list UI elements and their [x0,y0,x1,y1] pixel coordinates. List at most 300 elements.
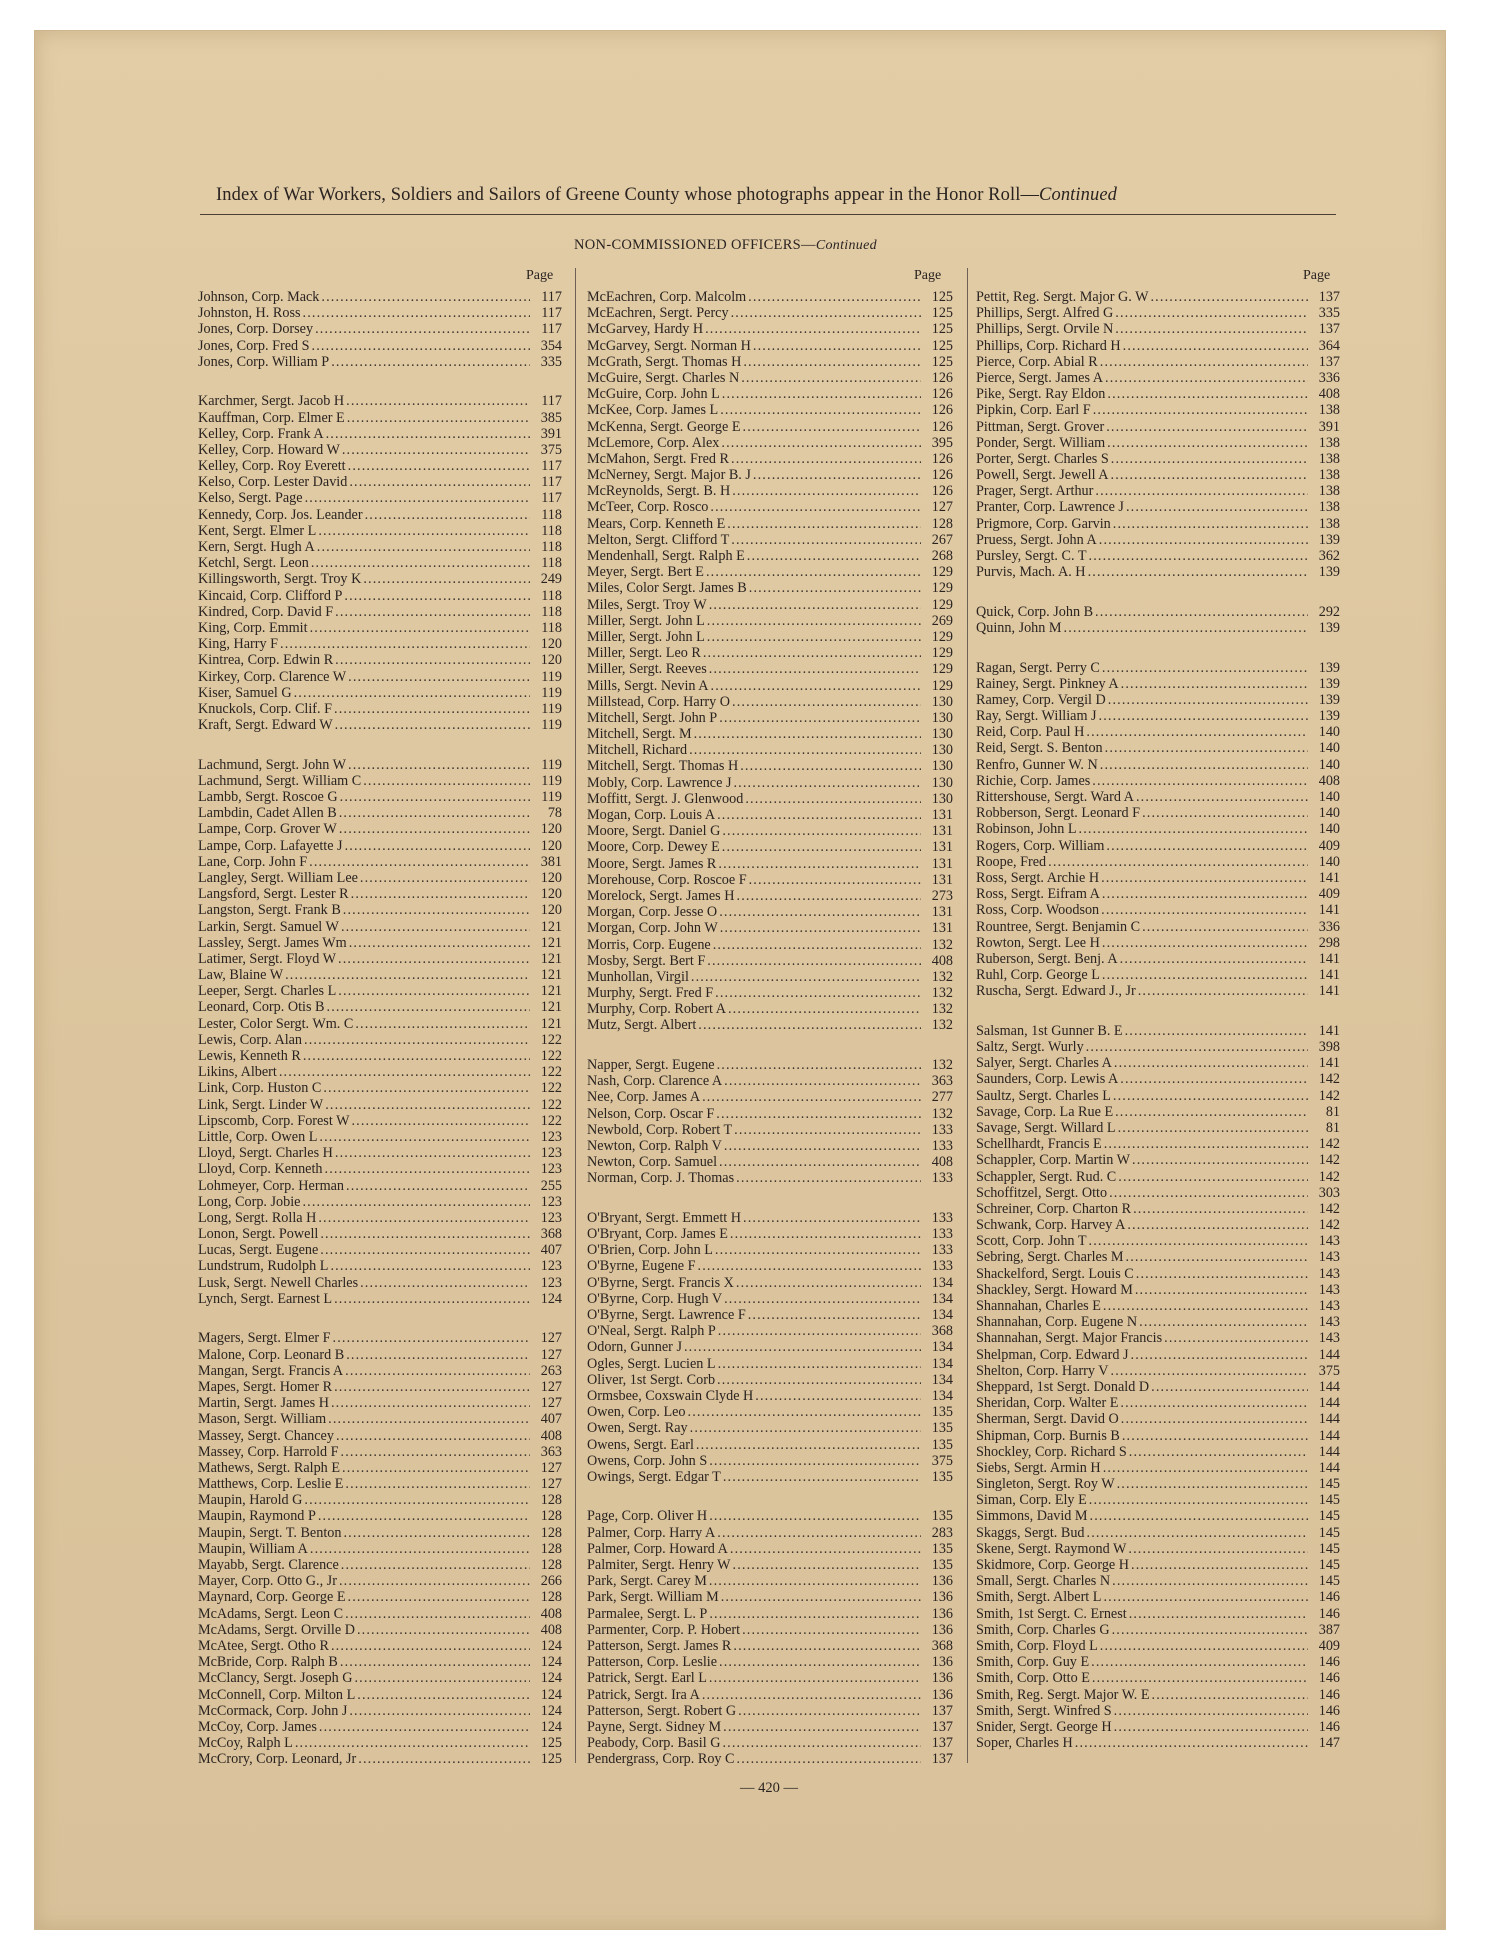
entry-page: 127 [540,1346,562,1363]
index-entry [587,1751,953,1767]
entry-page: 135 [931,1468,953,1485]
leader-dots [335,652,530,668]
entry-page: 121 [540,918,562,935]
leader-dots [1087,1525,1308,1541]
entry-name: McCoy, Ralph L [198,1735,293,1752]
entry-page: 142 [1318,1071,1340,1088]
index-entry [976,1088,1340,1104]
leader-dots [344,588,530,604]
entry-name: Morgan, Corp. John W [587,920,718,937]
index-entry [198,1492,562,1508]
entry-page: 408 [1318,772,1340,789]
entry-page: 263 [540,1362,562,1379]
index-entry [587,1703,953,1719]
index-entry [587,1001,953,1017]
index-entry [587,742,953,758]
index-entry [198,354,562,370]
entry-page: 138 [1318,450,1340,467]
index-entry [587,969,953,985]
leader-dots [737,888,922,904]
index-entry [587,1638,953,1654]
index-entry [587,1258,953,1274]
leader-dots [351,886,530,902]
index-entry [587,338,953,354]
leader-dots [349,935,530,951]
leader-dots [753,338,921,354]
entry-name: McCoy, Corp. James [198,1718,317,1735]
entry-name: Renfro, Gunner W. N [976,756,1098,773]
entry-page: 143 [1318,1281,1340,1298]
entry-name: Snider, Sergt. George H [976,1718,1112,1735]
entry-page: 130 [931,790,953,807]
leader-dots [341,919,530,935]
leader-dots [305,490,530,506]
leader-dots [709,661,921,677]
leader-dots [709,597,921,613]
entry-name: Mogan, Corp. Louis A [587,807,716,823]
entry-name: Schwank, Corp. Harvey A [976,1217,1126,1234]
index-entry [198,1113,562,1129]
leader-dots [710,499,921,515]
entry-name: Owings, Sergt. Edgar T [587,1468,721,1485]
index-entry [976,1654,1340,1670]
entry-page: 119 [541,684,562,701]
entry-name: Small, Sergt. Charles N [976,1573,1111,1590]
entry-page: 336 [1318,918,1340,935]
entry-name: Savage, Corp. La Rue E [976,1103,1114,1120]
leader-dots [1086,1039,1308,1055]
leader-dots [721,1589,921,1605]
leader-dots [732,483,921,499]
entry-page: 131 [931,871,953,888]
entry-page: 139 [1318,708,1340,725]
entry-page: 118 [541,506,562,523]
entry-name: Lane, Corp. John F [198,853,308,870]
index-entry [198,717,562,733]
entry-page: 123 [540,1145,562,1162]
index-entry [976,919,1340,935]
entry-page: 120 [540,821,562,838]
leader-dots [715,1242,921,1258]
index-entry [587,321,953,337]
index-entry [198,393,562,409]
entry-page: 129 [931,628,953,645]
index-entry [587,1453,953,1469]
entry-page: 131 [931,855,953,872]
entry-page: 303 [1318,1184,1340,1201]
entry-page: 137 [931,1718,953,1735]
entry-page: 133 [931,1170,953,1187]
entry-page: 121 [540,950,562,967]
entry-name: Mangan, Sergt. Francis A [198,1362,344,1379]
index-entry [976,1735,1340,1751]
entry-name: Latimer, Sergt. Floyd W [198,950,337,967]
entry-name: Magers, Sergt. Elmer F [198,1330,331,1347]
leader-dots [720,402,921,418]
index-entry [587,888,953,904]
entry-page: 147 [1318,1735,1340,1752]
entry-name: King, Harry F [198,636,278,653]
index-entry [198,1573,562,1589]
leader-dots [698,1258,921,1274]
index-entry [198,902,562,918]
leader-dots [1112,1573,1308,1589]
leader-dots [722,1735,921,1751]
leader-dots [346,1178,530,1194]
index-entry [587,516,953,532]
index-entry [198,1687,562,1703]
entry-page: 117 [541,393,562,410]
index-entry [198,1589,562,1605]
entry-name: McGarvey, Hardy H [587,321,704,338]
index-entry [198,838,562,854]
leader-dots [310,620,530,636]
entry-page: 131 [931,823,953,840]
entry-page: 129 [931,580,953,597]
entry-page: 137 [1318,353,1340,370]
index-entry [976,660,1340,676]
entry-name: Mayabb, Sergt. Clarence [198,1557,339,1574]
entry-name: McLemore, Corp. Alex [587,434,720,451]
leader-dots [733,1638,921,1654]
entry-name: Roope, Fred [976,853,1047,870]
entry-page: 117 [541,490,562,507]
index-entry [976,305,1340,321]
entry-page: 136 [931,1589,953,1606]
leader-dots [348,757,530,773]
leader-dots [347,410,530,426]
entry-name: McGuire, Corp. John L [587,386,720,403]
entry-name: Rainey, Sergt. Pinkney A [976,675,1119,692]
leader-dots [1100,757,1308,773]
leader-dots [747,548,921,564]
index-column-1 [198,289,562,1767]
index-entry [976,1104,1340,1120]
entry-page: 130 [931,709,953,726]
index-entry [976,1622,1340,1638]
leader-dots [351,1113,530,1129]
entry-page: 132 [931,985,953,1002]
entry-name: Long, Sergt. Rolla H [198,1209,317,1226]
entry-page: 368 [931,1323,953,1340]
entry-page: 132 [931,1057,953,1074]
entry-page: 142 [1318,1087,1340,1104]
entry-page: 141 [1318,1055,1340,1072]
index-entry [198,571,562,587]
entry-page: 125 [931,321,953,338]
entry-name: Ponder, Sergt. William [976,434,1106,451]
entry-page: 362 [1318,548,1340,564]
entry-name: Millstead, Corp. Harry O [587,693,731,710]
leader-dots [341,1444,530,1460]
entry-name: Little, Corp. Owen L [198,1128,318,1145]
index-entry [198,1751,562,1767]
entry-page: 138 [1318,499,1340,516]
leader-dots [741,370,921,386]
index-entry [587,1339,953,1355]
entry-name: Lester, Color Sergt. Wm. C [198,1015,354,1032]
entry-page: 283 [931,1524,953,1541]
leader-dots [1103,1589,1308,1605]
leader-dots [717,807,921,823]
entry-name: Link, Corp. Huston C [198,1080,322,1097]
entry-page: 136 [931,1621,953,1638]
entry-name: Purvis, Mach. A. H [976,564,1086,581]
index-entry [587,1654,953,1670]
index-entry [587,1541,953,1557]
entry-name: Skene, Sergt. Raymond W [976,1540,1127,1557]
index-entry [198,1242,562,1258]
entry-page: 144 [1318,1378,1340,1395]
index-entry [198,1161,562,1177]
index-entry [976,1573,1340,1589]
entry-page: 81 [1325,1103,1340,1120]
index-entry [976,604,1340,620]
leader-dots [1118,1169,1308,1185]
leader-dots [304,1492,530,1508]
leader-dots [325,1097,530,1113]
entry-page: 120 [540,869,562,886]
index-entry [976,1330,1340,1346]
entry-name: Phillips, Sergt. Orvile N [976,321,1114,338]
entry-name: Mobly, Corp. Lawrence J [587,774,732,791]
leader-dots [1104,1136,1308,1152]
index-entry [198,426,562,442]
entry-name: Smith, Corp. Charles G [976,1621,1110,1638]
index-entry [198,685,562,701]
entry-page: 408 [540,1621,562,1638]
entry-page: 122 [540,1080,562,1097]
entry-name: O'Bryant, Corp. James E [587,1226,728,1243]
entry-page: 134 [931,1371,953,1388]
leader-dots [1122,1428,1308,1444]
index-entry [198,1411,562,1427]
index-entry [976,1395,1340,1411]
entry-page: 145 [1318,1508,1340,1525]
entry-name: Knuckols, Corp. Clif. F [198,700,332,717]
index-entry [198,1080,562,1096]
index-entry [198,1275,562,1291]
column-divider-1 [575,268,576,1763]
index-entry [198,919,562,935]
entry-name: O'Neal, Sergt. Ralph P [587,1323,716,1340]
leader-dots [713,937,921,953]
leader-dots [1103,1298,1308,1314]
entry-page: 140 [1318,789,1340,806]
entry-name: McNerney, Sergt. Major B. J [587,467,751,484]
entry-name: Payne, Sergt. Sidney M [587,1718,722,1735]
leader-dots [694,726,921,742]
leader-dots [331,354,530,370]
index-entry [976,338,1340,354]
page-title-text: Index of War Workers, Soldiers and Sailors of Greene County whose photographs appear in the Honor Roll— [216,185,1040,205]
entry-page: 131 [931,920,953,937]
entry-name: Lambb, Sergt. Roscoe G [198,789,338,806]
index-entry [976,1039,1340,1055]
entry-name: Morehouse, Corp. Roscoe F [587,871,747,888]
index-entry [198,1016,562,1032]
index-entry [198,1258,562,1274]
index-entry [198,1330,562,1346]
entry-page: 129 [931,564,953,581]
index-entry [976,692,1340,708]
entry-page: 134 [931,1355,953,1372]
entry-page: 143 [1318,1233,1340,1250]
entry-name: McGrath, Sergt. Thomas H [587,353,742,370]
entry-page: 125 [540,1751,562,1768]
entry-name: Kelley, Corp. Howard W [198,441,340,458]
index-entry [198,636,562,652]
index-entry [587,1469,953,1485]
entry-name: Patterson, Sergt. James R [587,1637,732,1654]
entry-page: 140 [1318,756,1340,773]
entry-name: O'Bryant, Sergt. Emmett H [587,1209,742,1226]
index-entry [976,467,1340,483]
index-entry [587,548,953,564]
leader-dots [706,564,921,580]
leader-dots [334,1379,530,1395]
entry-page: 387 [1318,1621,1340,1638]
leader-dots [1115,305,1308,321]
entry-page: 135 [931,1557,953,1574]
entry-page: 364 [1318,337,1340,354]
index-entry [587,694,953,710]
entry-name: Likins, Albert [198,1064,277,1081]
entry-page: 375 [540,441,562,458]
entry-name: Kintrea, Corp. Edwin R [198,652,334,669]
entry-page: 138 [1318,483,1340,500]
entry-page: 407 [540,1242,562,1259]
leader-dots [731,532,921,548]
index-entry [198,1226,562,1242]
index-entry [198,669,562,685]
leader-dots [285,967,530,983]
entry-name: Salsman, 1st Gunner B. E [976,1022,1123,1039]
entry-page: 143 [1318,1298,1340,1315]
leader-dots [1115,321,1308,337]
leader-dots [707,953,921,969]
entry-page: 121 [540,934,562,951]
entry-page: 128 [540,1524,562,1541]
entry-page: 128 [540,1557,562,1574]
entry-page: 336 [1318,369,1340,386]
index-entry [587,1687,953,1703]
entry-page: 143 [1318,1265,1340,1282]
leader-dots [1075,1735,1308,1751]
entry-name: Langley, Sergt. William Lee [198,869,358,886]
entry-name: Ross, Sergt. Eifram A [976,886,1100,903]
entry-name: McTeer, Corp. Rosco [587,499,709,516]
index-entry [198,870,562,886]
entry-name: Owens, Sergt. Earl [587,1436,694,1453]
entry-name: McGarvey, Sergt. Norman H [587,337,751,354]
entry-page: 129 [931,596,953,613]
entry-page: 119 [541,668,562,685]
index-entry [198,1606,562,1622]
index-entry [198,1670,562,1686]
entry-name: Smith, Sergt. Albert L [976,1589,1102,1606]
entry-name: Peabody, Corp. Basil G [587,1735,721,1752]
leader-dots [1152,1687,1308,1703]
entry-name: Moore, Sergt. James R [587,855,717,872]
leader-dots [738,1703,921,1719]
leader-dots [1108,692,1308,708]
entry-name: Prigmore, Corp. Garvin [976,515,1111,532]
entry-page: 138 [1318,402,1340,419]
entry-name: Rowton, Sergt. Lee H [976,934,1100,951]
index-entry [587,1122,953,1138]
entry-page: 408 [1318,386,1340,403]
index-entry [198,490,562,506]
entry-name: Shelton, Corp. Harry V [976,1362,1109,1379]
leader-dots [709,1573,921,1589]
index-entry [976,1071,1340,1087]
index-entry [198,854,562,870]
index-entry [587,758,953,774]
leader-dots [345,1476,530,1492]
entry-name: Saultz, Sergt. Charles L [976,1087,1111,1104]
entry-name: McAtee, Sergt. Otho R [198,1637,329,1654]
entry-page: 125 [931,337,953,354]
index-entry [976,1347,1340,1363]
index-entry [198,701,562,717]
index-entry [198,1097,562,1113]
leader-dots [1128,1541,1308,1557]
entry-name: Patterson, Corp. Leslie [587,1654,718,1671]
leader-dots [357,1622,530,1638]
entry-page: 142 [1318,1200,1340,1217]
index-entry [976,1023,1340,1039]
entry-name: Maynard, Corp. George E [198,1589,346,1606]
index-entry [976,1606,1340,1622]
index-entry [198,1347,562,1363]
entry-name: Miller, Sergt. Leo R [587,645,701,662]
leader-dots [335,604,530,620]
index-entry [587,839,953,855]
leader-dots [342,1460,530,1476]
leader-dots [719,1154,921,1170]
index-entry [587,920,953,936]
entry-name: Sheridan, Corp. Walter E [976,1395,1119,1412]
entry-name: Langsford, Sergt. Lester R [198,886,349,903]
entry-page: 120 [540,902,562,919]
leader-dots [279,1064,530,1080]
index-entry [587,1388,953,1404]
leader-dots [749,580,921,596]
entry-page: 129 [931,661,953,678]
index-entry [976,1217,1340,1233]
entry-name: Meyer, Sergt. Bert E [587,564,704,581]
entry-page: 408 [931,952,953,969]
index-entry [198,474,562,490]
leader-dots [331,1638,530,1654]
leader-dots [345,1363,530,1379]
leader-dots [732,694,921,710]
entry-page: 409 [1318,886,1340,903]
index-entry [976,1525,1340,1541]
entry-page: 135 [931,1540,953,1557]
index-entry [976,289,1340,305]
index-entry [587,1606,953,1622]
entry-page: 144 [1318,1427,1340,1444]
index-entry [198,1363,562,1379]
leader-dots [1102,967,1308,983]
entry-page: 144 [1318,1346,1340,1363]
entry-name: Smith, Corp. Guy E [976,1654,1090,1671]
leader-dots [753,467,921,483]
leader-dots [730,1541,921,1557]
leader-dots [339,805,530,821]
